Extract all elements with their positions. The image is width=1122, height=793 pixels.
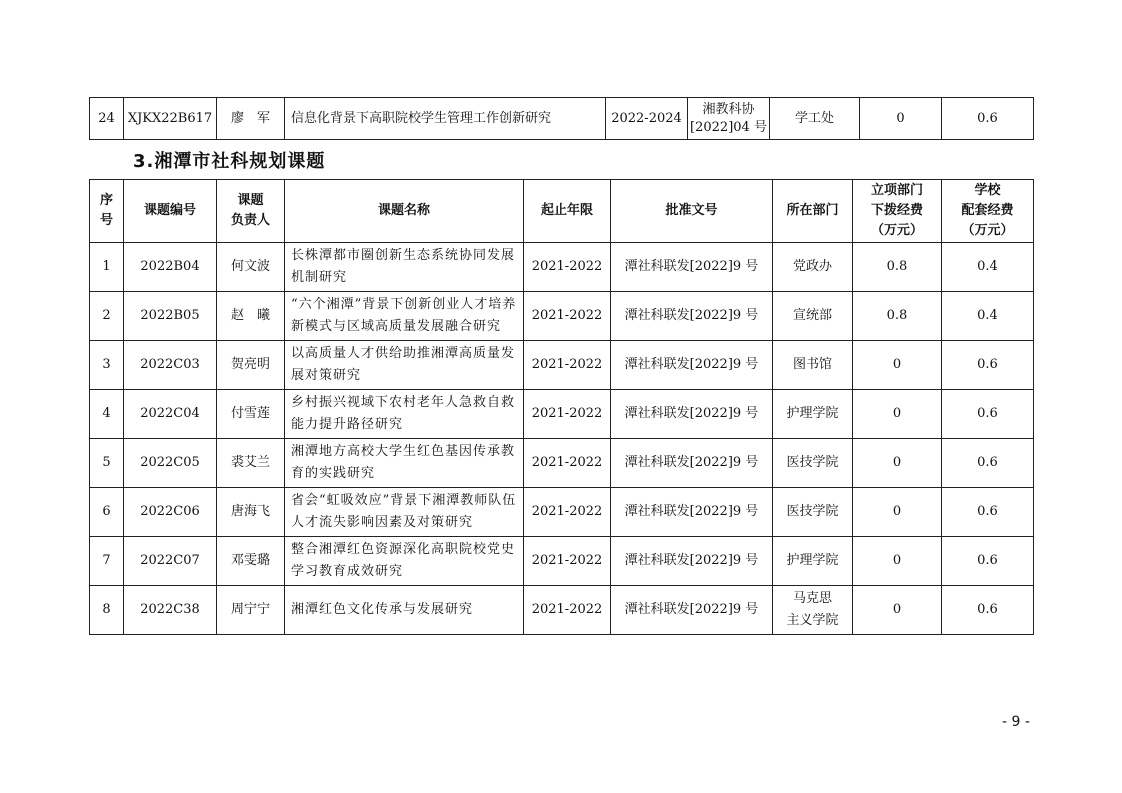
cell-period: 2021-2022: [524, 537, 611, 586]
approval-line-2: [2022]04 号: [690, 119, 767, 135]
cell-dept: 护理学院: [773, 537, 853, 586]
cell-leader: 付雪莲: [217, 390, 285, 439]
dept-line-2: 主义学院: [786, 613, 839, 628]
cell-seq: 6: [90, 488, 124, 537]
cell-dept: 党政办: [773, 243, 853, 292]
header-funding-project: 立项部门 下拨经费 （万元）: [853, 180, 942, 243]
cell-funding-school: 0.6: [942, 98, 1034, 140]
project-table: [89, 179, 1034, 635]
table-row: [90, 341, 1034, 390]
cell-title: [285, 488, 524, 537]
title-text: “六个湘潭”背景下创新创业人才培养新模式与区域高质量发展融合研究: [291, 297, 517, 334]
cell-period: 2021-2022: [524, 243, 611, 292]
section-heading: 3.湘潭市社科规划课题: [133, 151, 326, 172]
table-row: [90, 292, 1034, 341]
cell-dept: 医技学院: [773, 488, 853, 537]
cell-period: 2021-2022: [524, 439, 611, 488]
cell-funding-project: 0: [853, 586, 942, 635]
cell-dept: [773, 586, 853, 635]
header-title: 课题名称: [285, 180, 524, 243]
cell-leader: 贺亮明: [217, 341, 285, 390]
table-row: [90, 537, 1034, 586]
cell-funding-project: 0: [860, 98, 942, 140]
table-row: [90, 439, 1034, 488]
cell-leader: 廖 军: [217, 98, 285, 140]
cell-funding-project: 0: [853, 439, 942, 488]
cell-seq: 1: [90, 243, 124, 292]
title-text: 以高质量人才供给助推湘潭高质量发展对策研究: [291, 346, 516, 383]
cell-funding-school: 0.6: [942, 537, 1034, 586]
cell-code: 2022C05: [124, 439, 217, 488]
title-text: 省会“虹吸效应”背景下湘潭教师队伍人才流失影响因素及对策研究: [291, 493, 517, 530]
table-row: [90, 98, 1034, 140]
cell-funding-project: 0.8: [853, 243, 942, 292]
cell-funding-project: 0: [853, 341, 942, 390]
cell-dept: 图书馆: [773, 341, 853, 390]
cell-seq: 3: [90, 341, 124, 390]
cell-title: [285, 586, 524, 635]
cell-title: [285, 439, 524, 488]
cell-approval: 潭社科联发[2022]9 号: [611, 341, 773, 390]
title-text: 整合湘潭红色资源深化高职院校党史学习教育成效研究: [291, 542, 516, 579]
table-row: [90, 488, 1034, 537]
cell-seq: 8: [90, 586, 124, 635]
header-funding-school: 学校 配套经费 （万元）: [942, 180, 1034, 243]
previous-table-tail: [89, 97, 1034, 140]
cell-leader: 周宁宁: [217, 586, 285, 635]
cell-approval: 潭社科联发[2022]9 号: [611, 537, 773, 586]
title-text: 乡村振兴视域下农村老年人急救自救能力提升路径研究: [291, 395, 516, 432]
cell-leader: 何文波: [217, 243, 285, 292]
cell-code: 2022C04: [124, 390, 217, 439]
cell-approval: [688, 98, 770, 140]
cell-dept: 学工处: [770, 98, 860, 140]
cell-leader: 赵 曦: [217, 292, 285, 341]
cell-code: 2022B04: [124, 243, 217, 292]
cell-dept: 医技学院: [773, 439, 853, 488]
cell-funding-school: 0.4: [942, 292, 1034, 341]
cell-code: 2022B05: [124, 292, 217, 341]
table-header-row: [90, 180, 1034, 243]
cell-funding-school: 0.6: [942, 341, 1034, 390]
table-row: [90, 390, 1034, 439]
cell-period: 2021-2022: [524, 488, 611, 537]
cell-seq: 5: [90, 439, 124, 488]
table-row: [90, 243, 1034, 292]
header-dept: 所在部门: [773, 180, 853, 243]
cell-approval: 潭社科联发[2022]9 号: [611, 390, 773, 439]
cell-period: 2021-2022: [524, 390, 611, 439]
cell-code: 2022C38: [124, 586, 217, 635]
dept-line-1: 马克思: [792, 591, 832, 606]
cell-funding-school: 0.6: [942, 439, 1034, 488]
cell-approval: 潭社科联发[2022]9 号: [611, 439, 773, 488]
title-text: 湘潭地方高校大学生红色基因传承教育的实践研究: [291, 444, 516, 481]
cell-approval: 潭社科联发[2022]9 号: [611, 292, 773, 341]
cell-period: 2021-2022: [524, 341, 611, 390]
cell-title: 信息化背景下高职院校学生管理工作创新研究: [285, 98, 606, 140]
header-seq: 序 号: [90, 180, 124, 243]
header-leader: 课题 负责人: [217, 180, 285, 243]
header-period: 起止年限: [524, 180, 611, 243]
cell-funding-project: 0.8: [853, 292, 942, 341]
header-code: 课题编号: [124, 180, 217, 243]
header-approval: 批准文号: [611, 180, 773, 243]
cell-dept: 护理学院: [773, 390, 853, 439]
page-number: - 9 -: [1002, 714, 1030, 730]
cell-seq: 7: [90, 537, 124, 586]
cell-leader: 唐海飞: [217, 488, 285, 537]
cell-title: [285, 341, 524, 390]
cell-seq: 24: [90, 98, 124, 140]
cell-funding-school: 0.6: [942, 390, 1034, 439]
title-text: 湘潭红色文化传承与发展研究: [291, 602, 474, 617]
approval-line-1: 湘教科协: [702, 101, 755, 117]
cell-period: 2021-2022: [524, 586, 611, 635]
cell-seq: 2: [90, 292, 124, 341]
cell-title: [285, 243, 524, 292]
cell-dept: 宣统部: [773, 292, 853, 341]
cell-funding-school: 0.6: [942, 586, 1034, 635]
cell-leader: 邓雯璐: [217, 537, 285, 586]
cell-funding-school: 0.4: [942, 243, 1034, 292]
cell-approval: 潭社科联发[2022]9 号: [611, 488, 773, 537]
cell-funding-project: 0: [853, 537, 942, 586]
cell-code: 2022C07: [124, 537, 217, 586]
cell-funding-project: 0: [853, 488, 942, 537]
table-row: [90, 586, 1034, 635]
cell-code: 2022C06: [124, 488, 217, 537]
cell-code: XJKX22B617: [124, 98, 217, 140]
cell-code: 2022C03: [124, 341, 217, 390]
cell-seq: 4: [90, 390, 124, 439]
cell-title: [285, 292, 524, 341]
cell-leader: 裘艾兰: [217, 439, 285, 488]
cell-title: [285, 537, 524, 586]
cell-funding-project: 0: [853, 390, 942, 439]
title-text: 长株潭都市圈创新生态系统协同发展机制研究: [291, 248, 516, 285]
cell-period: 2021-2022: [524, 292, 611, 341]
cell-approval: 潭社科联发[2022]9 号: [611, 243, 773, 292]
cell-funding-school: 0.6: [942, 488, 1034, 537]
cell-approval: 潭社科联发[2022]9 号: [611, 586, 773, 635]
cell-period: 2022-2024: [606, 98, 688, 140]
cell-title: [285, 390, 524, 439]
